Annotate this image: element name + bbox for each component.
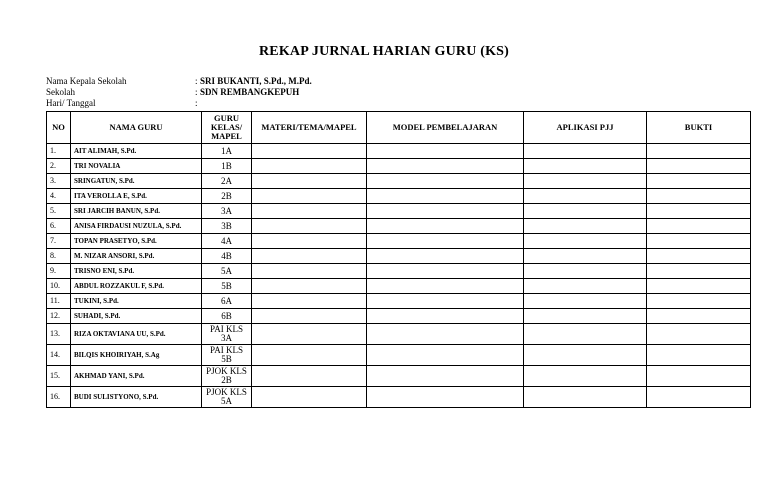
header-nama-guru: NAMA GURU [71,112,202,144]
teacher-name: TRISNO ENI, S.Pd. [71,264,202,279]
materi-cell [252,387,367,408]
table-row [47,294,751,309]
table-row [47,219,751,234]
aplikasi-cell [524,294,647,309]
teacher-name: BILQIS KHOIRIYAH, S.Ag [71,345,202,366]
teacher-class: 3A [202,204,252,219]
bukti-cell [647,234,751,249]
aplikasi-cell [524,345,647,366]
meta-colon: : [195,98,198,108]
meta-label: Nama Kepala Sekolah [46,76,127,86]
model-cell [367,324,524,345]
meta-label: Hari/ Tanggal [46,98,96,108]
bukti-cell [647,324,751,345]
model-cell [367,144,524,159]
teacher-name: TOPAN PRASETYO, S.Pd. [71,234,202,249]
table-header-row [47,112,751,144]
bukti-cell [647,249,751,264]
table-row [47,309,751,324]
teacher-class: 2A [202,174,252,189]
row-number: 1. [47,144,71,159]
teacher-class: 6B [202,309,252,324]
row-number: 12. [47,309,71,324]
table-row [47,249,751,264]
bukti-cell [647,309,751,324]
row-number: 5. [47,204,71,219]
materi-cell [252,144,367,159]
teacher-class: 3B [202,219,252,234]
row-number: 8. [47,249,71,264]
materi-cell [252,279,367,294]
bukti-cell [647,294,751,309]
header-aplikasi-pjj: APLIKASI PJJ [524,112,647,144]
header-guru-kelas: GURU KELAS/ MAPEL [202,112,252,144]
table-row [47,189,751,204]
teacher-name: AIT ALIMAH, S.Pd. [71,144,202,159]
aplikasi-cell [524,144,647,159]
meta-colon: : [195,87,198,97]
row-number: 3. [47,174,71,189]
model-cell [367,345,524,366]
teacher-name: ABDUL ROZZAKUL F, S.Pd. [71,279,202,294]
materi-cell [252,264,367,279]
bukti-cell [647,174,751,189]
bukti-cell [647,264,751,279]
aplikasi-cell [524,159,647,174]
header-no: NO [47,112,71,144]
teacher-class: PAI KLS 3A [202,324,252,345]
bukti-cell [647,345,751,366]
bukti-cell [647,204,751,219]
aplikasi-cell [524,204,647,219]
bukti-cell [647,144,751,159]
bukti-cell [647,279,751,294]
teacher-name: RIZA OKTAVIANA UU, S.Pd. [71,324,202,345]
materi-cell [252,159,367,174]
model-cell [367,249,524,264]
row-number: 4. [47,189,71,204]
bukti-cell [647,219,751,234]
model-cell [367,366,524,387]
materi-cell [252,234,367,249]
aplikasi-cell [524,174,647,189]
model-cell [367,189,524,204]
meta-colon: : [195,76,198,86]
model-cell [367,309,524,324]
teacher-class: 5A [202,264,252,279]
aplikasi-cell [524,279,647,294]
teacher-name: SRINGATUN, S.Pd. [71,174,202,189]
teacher-class: 1B [202,159,252,174]
materi-cell [252,189,367,204]
table-row [47,366,751,387]
teacher-class: PAI KLS 5B [202,345,252,366]
aplikasi-cell [524,189,647,204]
aplikasi-cell [524,219,647,234]
materi-cell [252,174,367,189]
materi-cell [252,309,367,324]
aplikasi-cell [524,249,647,264]
bukti-cell [647,189,751,204]
model-cell [367,279,524,294]
table-row [47,234,751,249]
teacher-name: SUHADI, S.Pd. [71,309,202,324]
materi-cell [252,324,367,345]
teacher-class: 6A [202,294,252,309]
teacher-class: 5B [202,279,252,294]
header-materi: MATERI/TEMA/MAPEL [252,112,367,144]
row-number: 11. [47,294,71,309]
table-row [47,159,751,174]
materi-cell [252,204,367,219]
materi-cell [252,366,367,387]
header-bukti: BUKTI [647,112,751,144]
materi-cell [252,249,367,264]
aplikasi-cell [524,366,647,387]
row-number: 16. [47,387,71,408]
model-cell [367,264,524,279]
table-row [47,204,751,219]
materi-cell [252,294,367,309]
materi-cell [252,219,367,234]
teacher-name: TUKINI, S.Pd. [71,294,202,309]
teacher-class: 4B [202,249,252,264]
row-number: 14. [47,345,71,366]
teacher-class: PJOK KLS 2B [202,366,252,387]
header-model-pembelajaran: MODEL PEMBELAJARAN [367,112,524,144]
model-cell [367,174,524,189]
document-title: REKAP JURNAL HARIAN GURU (KS) [258,44,510,59]
teacher-name: AKHMAD YANI, S.Pd. [71,366,202,387]
teacher-class: 4A [202,234,252,249]
model-cell [367,219,524,234]
bukti-cell [647,366,751,387]
row-number: 7. [47,234,71,249]
bukti-cell [647,387,751,408]
table-row [47,345,751,366]
row-number: 9. [47,264,71,279]
table-row [47,279,751,294]
teacher-name: SRI JARCIH BANUN, S.Pd. [71,204,202,219]
model-cell [367,204,524,219]
aplikasi-cell [524,387,647,408]
row-number: 6. [47,219,71,234]
aplikasi-cell [524,324,647,345]
row-number: 15. [47,366,71,387]
table-row [47,324,751,345]
model-cell [367,294,524,309]
model-cell [367,234,524,249]
teacher-class: 1A [202,144,252,159]
model-cell [367,159,524,174]
teacher-class: PJOK KLS 5A [202,387,252,408]
row-number: 13. [47,324,71,345]
table-row [47,144,751,159]
teacher-name: ITA VEROLLA E, S.Pd. [71,189,202,204]
aplikasi-cell [524,234,647,249]
table-row [47,387,751,408]
model-cell [367,387,524,408]
table-row [47,264,751,279]
teacher-name: ANISA FIRDAUSI NUZULA, S.Pd. [71,219,202,234]
materi-cell [252,345,367,366]
bukti-cell [647,159,751,174]
table-row [47,174,751,189]
teacher-name: TRI NOVALIA [71,159,202,174]
teacher-class: 2B [202,189,252,204]
meta-label: Sekolah [46,87,75,97]
teacher-name: BUDI SULISTYONO, S.Pd. [71,387,202,408]
journal-table [46,111,751,408]
meta-value: SRI BUKANTI, S.Pd., M.Pd. [200,76,312,86]
aplikasi-cell [524,309,647,324]
row-number: 2. [47,159,71,174]
teacher-name: M. NIZAR ANSORI, S.Pd. [71,249,202,264]
row-number: 10. [47,279,71,294]
meta-value: SDN REMBANGKEPUH [200,87,300,97]
aplikasi-cell [524,264,647,279]
